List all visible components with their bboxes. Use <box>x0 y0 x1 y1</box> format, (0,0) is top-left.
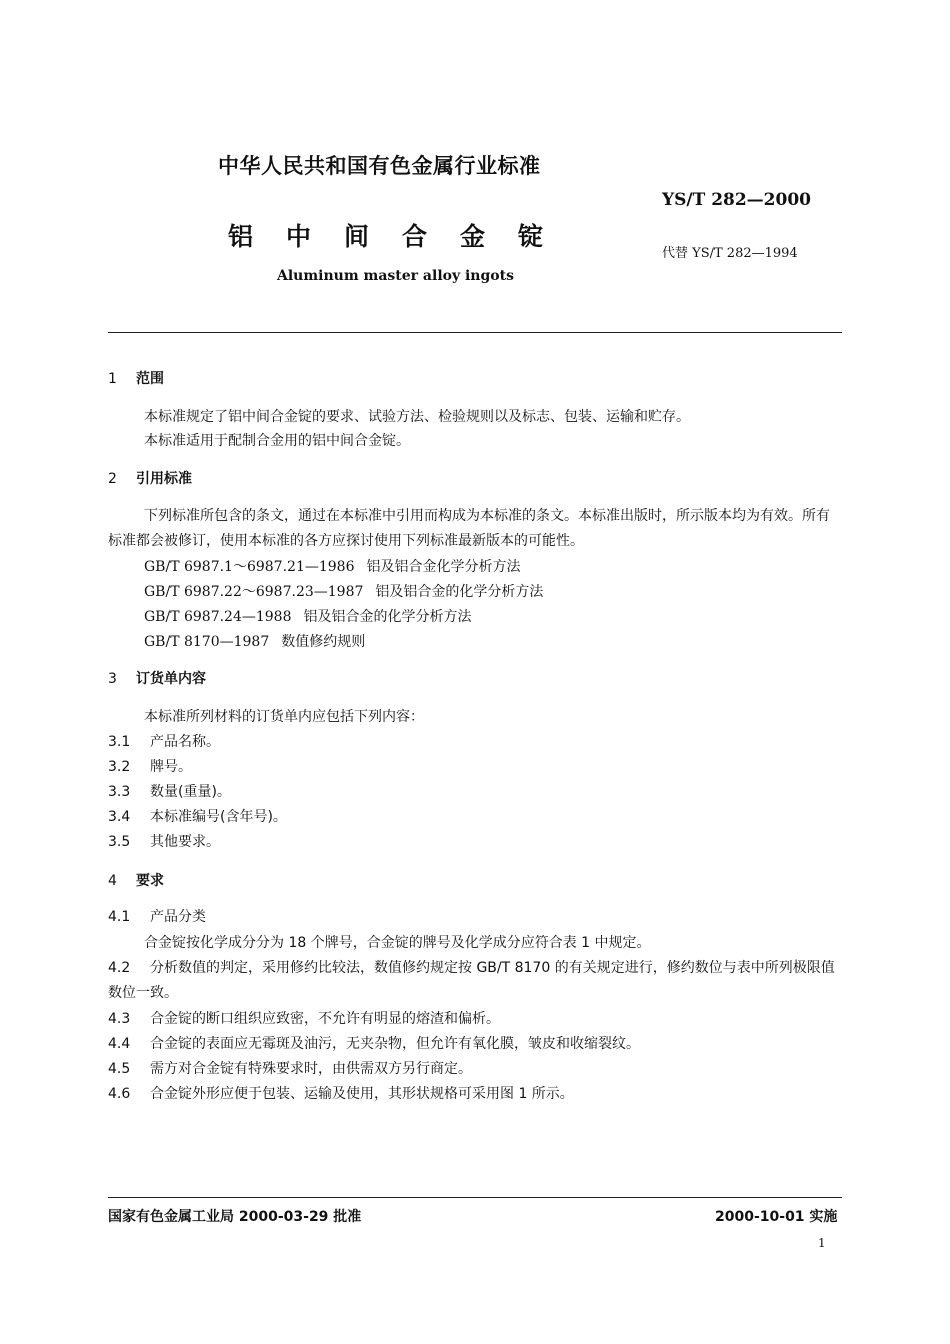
approval-info: 国家有色金属工业局 2000-03-29 批准 <box>108 1209 362 1225</box>
reference-title: 数值修约规则 <box>281 634 366 650</box>
section-title: 要求 <box>136 873 164 889</box>
reference-item <box>144 556 521 576</box>
section-title: 订货单内容 <box>136 671 206 687</box>
section-title: 引用标准 <box>136 471 192 487</box>
clause-number: 4.5 <box>108 1061 131 1077</box>
clause-text: 合金锭外形应便于包装、运输及使用，其形状规格可采用图 1 所示。 <box>150 1086 574 1102</box>
clause-text: 数量(重量)。 <box>150 784 231 800</box>
effective-date: 2000-10-01 实施 <box>715 1209 838 1225</box>
clause-number: 4.2 <box>108 960 131 976</box>
standard-code: YS/T 282—2000 <box>662 190 811 210</box>
reference-code: GB/T 8170—1987 <box>144 634 270 650</box>
section-2-paragraph: 下列标准所包含的条文，通过在本标准中引用而构成为本标准的条文。本标准出版时，所示版本均为有效。所有标准都会被修订，使用本标准的各方应探讨使用下列标准最新版本的可能性。 <box>108 508 830 549</box>
section-1-paragraph-2: 本标准适用于配制合金用的铝中间合金锭。 <box>144 433 410 449</box>
clause-item <box>108 1033 640 1053</box>
section-1-heading <box>108 368 164 388</box>
clause-number: 3.1 <box>108 734 131 750</box>
clause-text: 其他要求。 <box>150 834 220 850</box>
clause-number: 3.5 <box>108 834 131 850</box>
clause-number: 3.4 <box>108 809 131 825</box>
clause-text: 产品名称。 <box>150 734 220 750</box>
clause-title: 产品分类 <box>150 909 206 925</box>
section-number: 1 <box>108 371 117 387</box>
section-number: 2 <box>108 471 117 487</box>
clause-item <box>108 781 231 801</box>
reference-code: GB/T 6987.22～6987.23—1987 <box>144 584 364 600</box>
standard-category-title: 中华人民共和国有色金属行业标准 <box>218 154 541 178</box>
clause-number: 3.3 <box>108 784 131 800</box>
clause-text: 合金锭的表面应无霉斑及油污，无夹杂物，但允许有氧化膜，皱皮和收缩裂纹。 <box>150 1036 640 1052</box>
clause-text: 本标准编号(含年号)。 <box>150 809 287 825</box>
clause-4-1-heading <box>108 906 206 926</box>
clause-item <box>108 806 287 826</box>
reference-title: 铝及铝合金化学分析方法 <box>366 559 521 575</box>
section-4-heading <box>108 870 164 890</box>
clause-item <box>108 1083 574 1103</box>
reference-item <box>144 631 365 651</box>
document-title-en: Aluminum master alloy ingots <box>277 268 514 284</box>
footer-rule <box>108 1197 842 1198</box>
clause-text: 合金锭的断口组织应致密，不允许有明显的熔渣和偏析。 <box>150 1011 500 1027</box>
header-rule <box>108 332 842 333</box>
clause-item <box>108 756 192 776</box>
clause-text: 需方对合金锭有特殊要求时，由供需双方另行商定。 <box>150 1061 472 1077</box>
section-2-heading <box>108 468 192 488</box>
section-3-heading <box>108 668 206 688</box>
section-number: 3 <box>108 671 117 687</box>
clause-text: 分析数值的判定，采用修约比较法，数值修约规定按 GB/T 8170 的有关规定进行，修约数位与表中所列极限值数位一致。 <box>108 960 835 1001</box>
clause-4-1-text: 合金锭按化学成分分为 18 个牌号，合金锭的牌号及化学成分应符合表 1 中规定。 <box>144 935 651 951</box>
clause-number: 4.1 <box>108 909 131 925</box>
clause-item <box>108 1008 500 1028</box>
clause-text: 牌号。 <box>150 759 192 775</box>
replaces-standard: 代替 YS/T 282—1994 <box>662 246 798 261</box>
clause-number: 4.6 <box>108 1086 131 1102</box>
reference-item <box>144 581 543 601</box>
reference-title: 铝及铝合金的化学分析方法 <box>375 584 544 600</box>
document-title-cn: 铝中间合金锭 <box>228 222 577 251</box>
clause-number: 3.2 <box>108 759 131 775</box>
section-title: 范围 <box>136 371 164 387</box>
clause-item <box>108 831 220 851</box>
page-number: 1 <box>818 1236 826 1250</box>
section-number: 4 <box>108 873 117 889</box>
reference-code: GB/T 6987.1～6987.21—1986 <box>144 559 355 575</box>
section-1-paragraph-1: 本标准规定了铝中间合金锭的要求、试验方法、检验规则以及标志、包装、运输和贮存。 <box>144 409 690 425</box>
reference-title: 铝及铝合金的化学分析方法 <box>303 609 472 625</box>
reference-item <box>144 606 472 626</box>
clause-4-2 <box>108 956 842 1006</box>
section-3-paragraph: 本标准所列材料的订货单内应包括下列内容： <box>144 709 424 725</box>
reference-code: GB/T 6987.24—1988 <box>144 609 292 625</box>
clause-item <box>108 731 220 751</box>
clause-number: 4.4 <box>108 1036 131 1052</box>
clause-item <box>108 1058 472 1078</box>
clause-number: 4.3 <box>108 1011 131 1027</box>
